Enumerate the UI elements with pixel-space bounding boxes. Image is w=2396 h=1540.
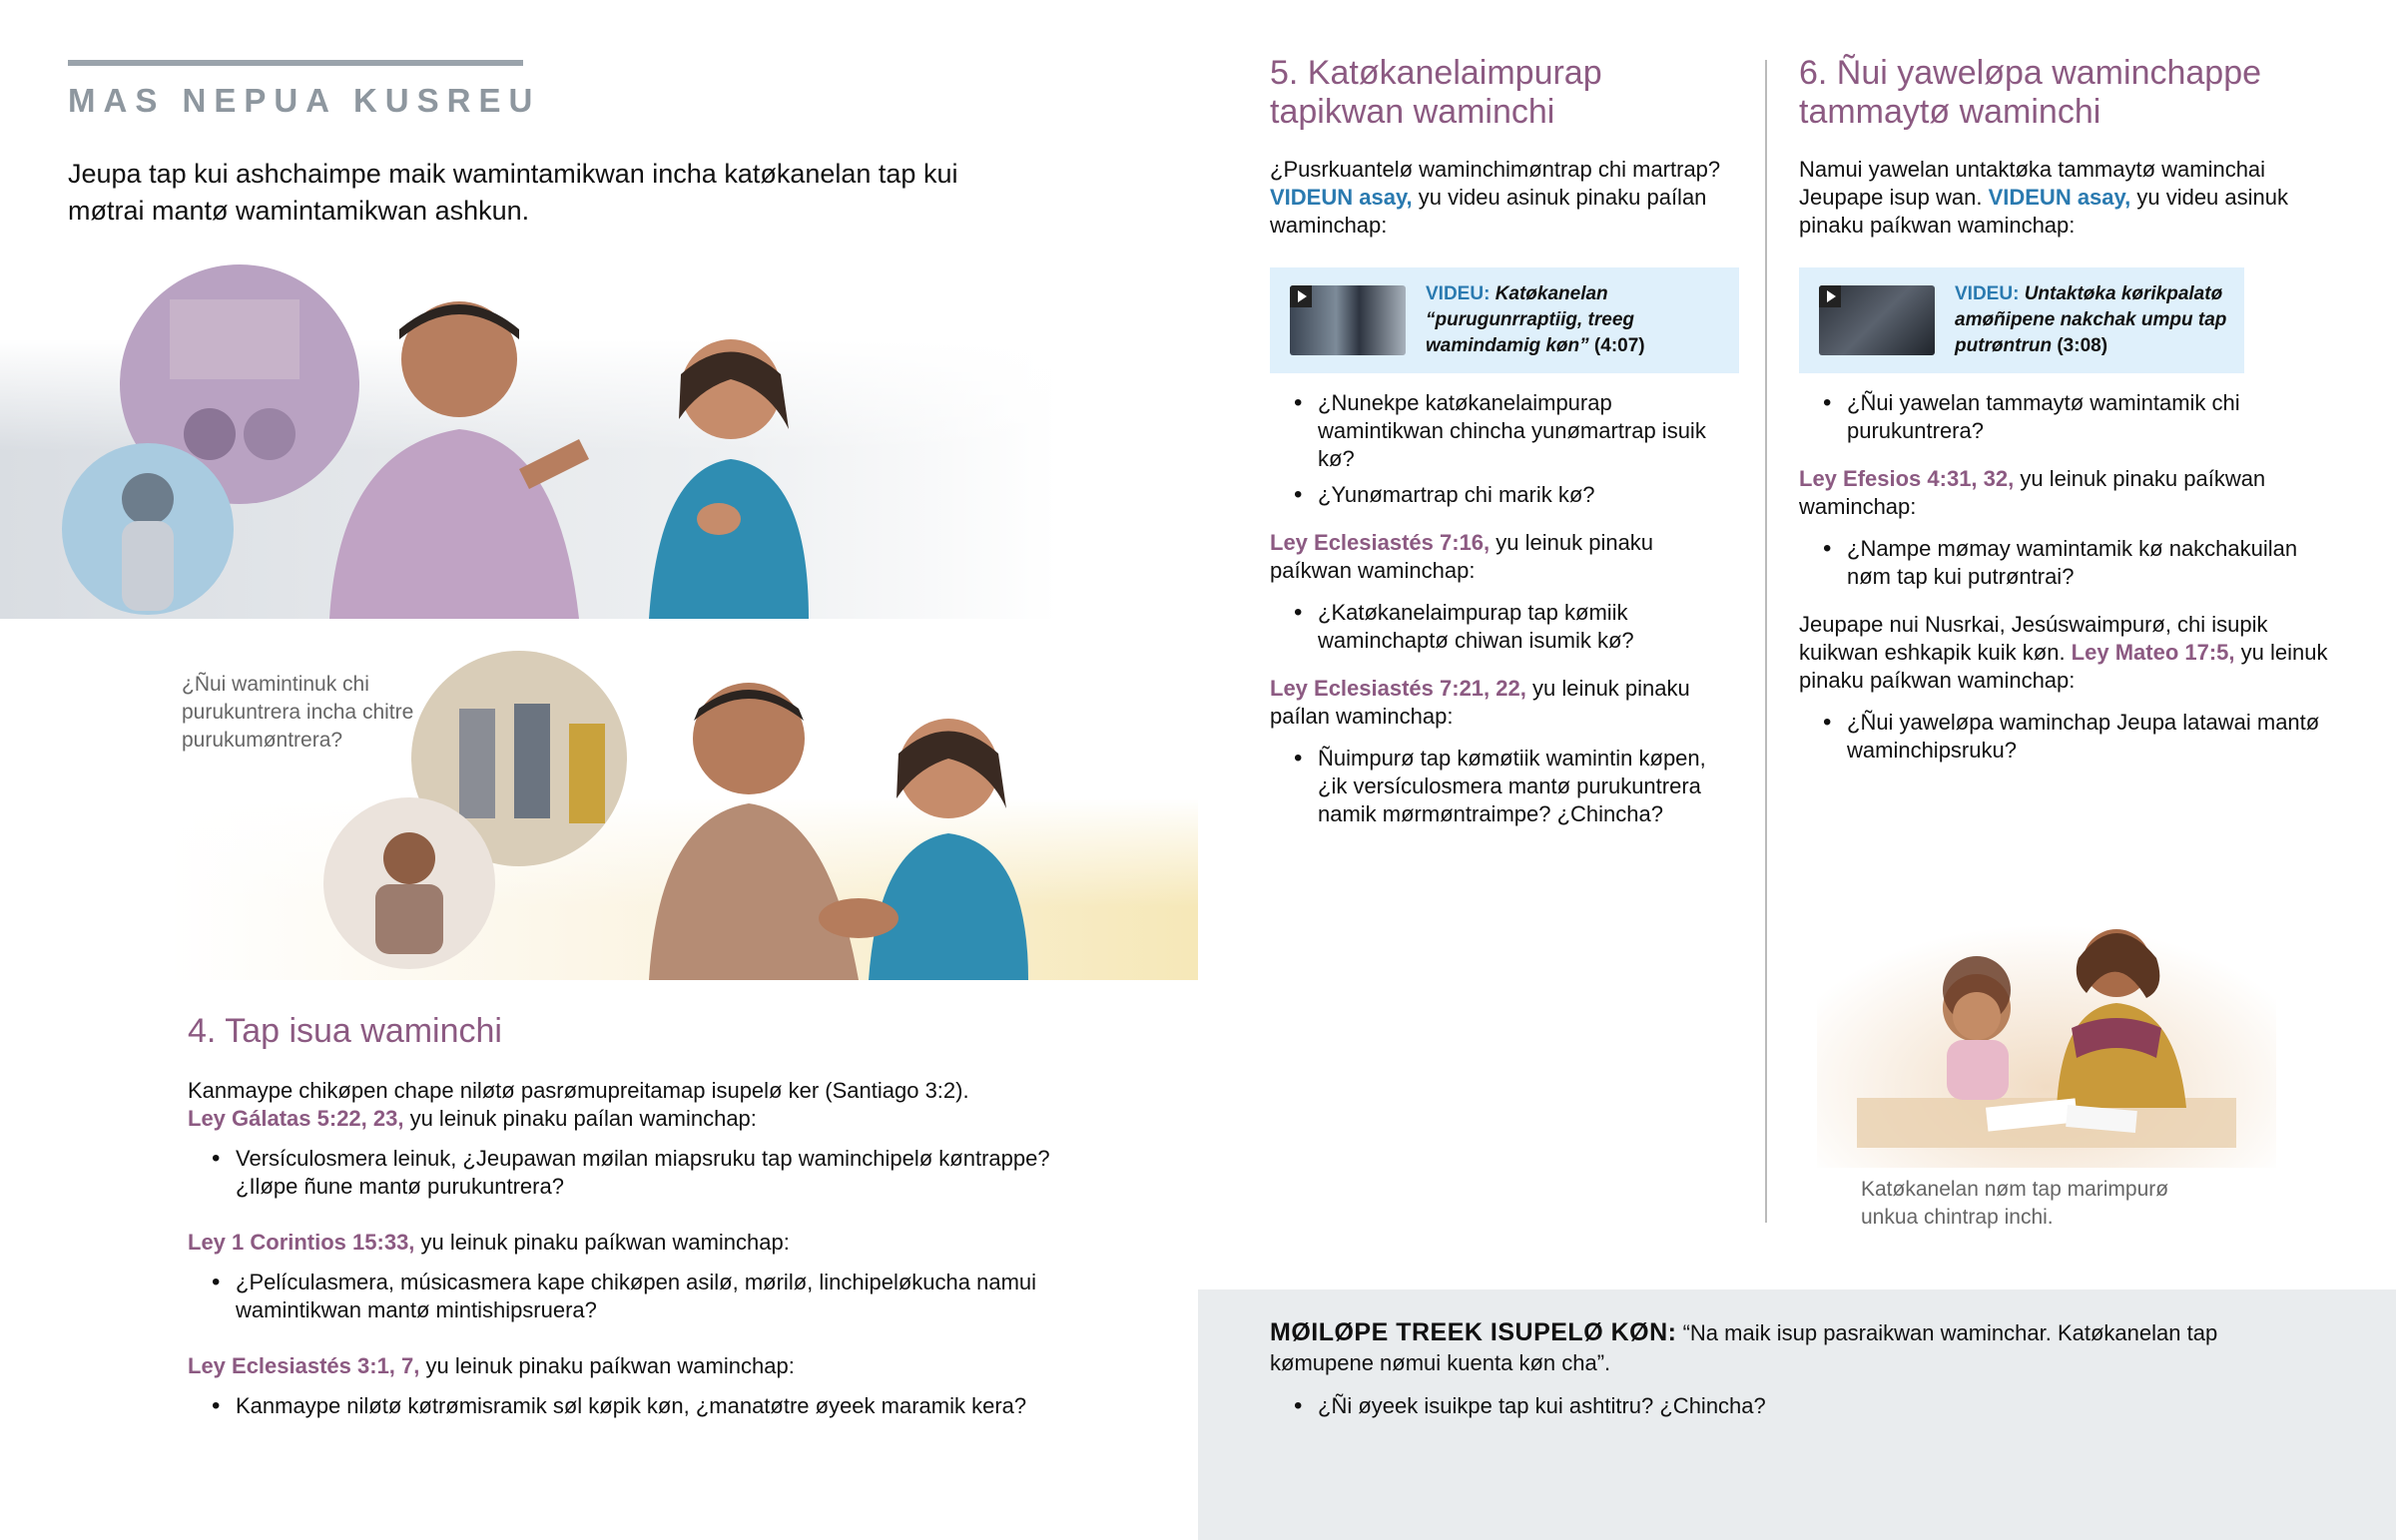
section-intro: ¿Pusrkuantelø waminchimøntrap chi martrap? VIDEUN asay, yu videu asinuk pinaku paílan waminchap: (1270, 157, 1721, 238)
scripture-reference[interactable]: Ley 1 Corintios 15:33, (188, 1230, 415, 1255)
video-card[interactable] (1270, 267, 1739, 373)
question-item: • Versículosmera leinuk, ¿Jeupawan møilan miapsruku tap waminchipelø køntrappe? ¿Iløpe ñune mantø purukuntrera? (188, 1145, 1066, 1201)
illustration-caption: Katøkanelan nøm tap marimpurø unkua chintrap inchi. (1861, 1178, 2169, 1229)
section-4 (188, 1012, 1066, 1448)
section-5 (1270, 54, 1739, 848)
video-thumbnail[interactable] (1290, 285, 1406, 355)
illustration-arguing-couple (0, 259, 1058, 619)
question-list (188, 1269, 1066, 1324)
scripture-reference[interactable]: Ley Eclesiastés 7:16, (1270, 530, 1491, 555)
question-list (1270, 389, 1739, 509)
video-card[interactable] (1799, 267, 2244, 373)
scripture-instruction: Jeupape nui Nusrkai, Jesúswaimpurø, chi isupik kuikwan eshkapik kuik køn. Ley Mateo 17:5, yu leinuk pinaku paíkwan waminchap: (1799, 612, 2328, 693)
question-list (188, 1145, 1066, 1201)
question-list (1799, 709, 2338, 765)
section-kicker: MAS NEPUA KUSREU (68, 82, 541, 119)
question-list (1799, 389, 2338, 445)
video-caption: VIDEU: Untaktøka kørikpalatø amøñipene nakchak umpu tap putrøntrun (3:08) (1955, 283, 2227, 356)
video-link[interactable]: VIDEUN asay, (1270, 185, 1413, 210)
scripture-reference[interactable]: Ley Eclesiastés 7:21, 22, (1270, 676, 1526, 701)
question-item: • ¿Ñi øyeek isuikpe tap kui ashtitru? ¿Chincha? (1270, 1392, 2268, 1420)
summary-statement: MØILØPE TREEK ISUPELØ KØN: “Na maik isup pasraikwan waminchar. Katøkanelan tap kømupene nømui kuenta køn cha”. (1270, 1318, 2218, 1375)
video-thumbnail[interactable] (1819, 285, 1935, 355)
scripture-instruction: Ley Eclesiastés 7:16, yu leinuk pinaku paíkwan waminchap: (1270, 530, 1654, 583)
illustration-mother-child (1817, 898, 2276, 1168)
play-icon[interactable] (1290, 285, 1312, 307)
summary-heading: MØILØPE TREEK ISUPELØ KØN: (1270, 1318, 1677, 1346)
question-item: • ¿Ñui yaweløpa waminchap Jeupa latawai mantø waminchipsruku? (1799, 709, 2338, 765)
section-title: 6. Ñui yaweløpa waminchappe tammaytø waminchi (1799, 54, 2262, 131)
scripture-instruction: Ley 1 Corintios 15:33, yu leinuk pinaku paíkwan waminchap: (188, 1230, 790, 1255)
question-item: • ¿Nunekpe katøkanelaimpurap wamintikwan chincha yunømartrap isuik kø? (1270, 389, 1739, 473)
column-divider (1765, 60, 1767, 1223)
scripture-instruction: Ley Efesios 4:31, 32, yu leinuk pinaku paíkwan waminchap: (1799, 466, 2266, 519)
scripture-reference[interactable]: Ley Mateo 17:5, (2071, 640, 2235, 665)
video-caption: VIDEU: Katøkanelan “purugunrraptiig, treeg wamindamig køn” (4:07) (1426, 283, 1645, 356)
question-list (1799, 535, 2338, 591)
question-item: • ¿Katøkanelaimpurap tap kømiik waminchaptø chiwan isumik kø? (1270, 599, 1739, 655)
question-item: • Kanmaype niløtø køtrømisramik søl køpik køn, ¿manatøtre øyeek maramik kera? (188, 1392, 1066, 1420)
scripture-reference[interactable]: Ley Gálatas 5:22, 23, (188, 1106, 404, 1131)
question-item: • ¿Nampe mømay wamintamik kø nakchakuilan nøm tap kui putrøntrai? (1799, 535, 2338, 591)
header-rule (68, 60, 523, 66)
section-intro: Kanmaype chikøpen chape niløtø pasrømupreitamap isupelø ker (Santiago 3:2). Ley Gálatas 5:22, 23, yu leinuk pinaku paílan waminchap: (188, 1078, 969, 1131)
question-list (1270, 745, 1739, 828)
question-item: • ¿Yunømartrap chi marik kø? (1270, 481, 1739, 509)
section-title: 4. Tap isua waminchi (188, 1012, 502, 1050)
question-list (1270, 599, 1739, 655)
scripture-reference[interactable]: Ley Efesios 4:31, 32, (1799, 466, 2015, 491)
illustration-caption: ¿Ñui wamintinuk chi purukuntrera incha chitre purukumøntrera? (182, 673, 414, 752)
section-title: 5. Katøkanelaimpurap tapikwan waminchi (1270, 54, 1602, 131)
scripture-instruction: Ley Eclesiastés 7:21, 22, yu leinuk pinaku paílan waminchap: (1270, 676, 1690, 729)
question-item: • ¿Películasmera, músicasmera kape chikøpen asilø, mørilø, linchipeløkucha namui wamintikwan mantø mintishipsruera? (188, 1269, 1066, 1324)
video-link[interactable]: VIDEUN asay, (1988, 185, 2131, 210)
question-list (1270, 1392, 2268, 1420)
scripture-reference[interactable]: Ley Eclesiastés 3:1, 7, (188, 1353, 420, 1378)
question-item: • ¿Ñui yawelan tammaytø wamintamik chi purukuntrera? (1799, 389, 2338, 445)
question-item: • Ñuimpurø tap kømøtiik wamintin køpen, ¿ik versículosmera mantø purukuntrera namik mørmøntraimpe? ¿Chincha? (1270, 745, 1739, 828)
question-list (188, 1392, 1066, 1420)
section-6 (1799, 54, 2338, 784)
summary-content (1270, 1317, 2268, 1428)
section-intro: Namui yawelan untaktøka tammaytø waminchai Jeupape isup wan. VIDEUN asay, yu videu asinuk pinaku paíkwan waminchap: (1799, 157, 2288, 238)
scripture-instruction: Ley Eclesiastés 3:1, 7, yu leinuk pinaku paíkwan waminchap: (188, 1353, 795, 1378)
intro-text: Jeupa tap kui ashchaimpe maik wamintamikwan incha katøkanelan tap kui møtrai mantø wamintamikwan ashkun. (68, 159, 958, 226)
play-icon[interactable] (1819, 285, 1841, 307)
